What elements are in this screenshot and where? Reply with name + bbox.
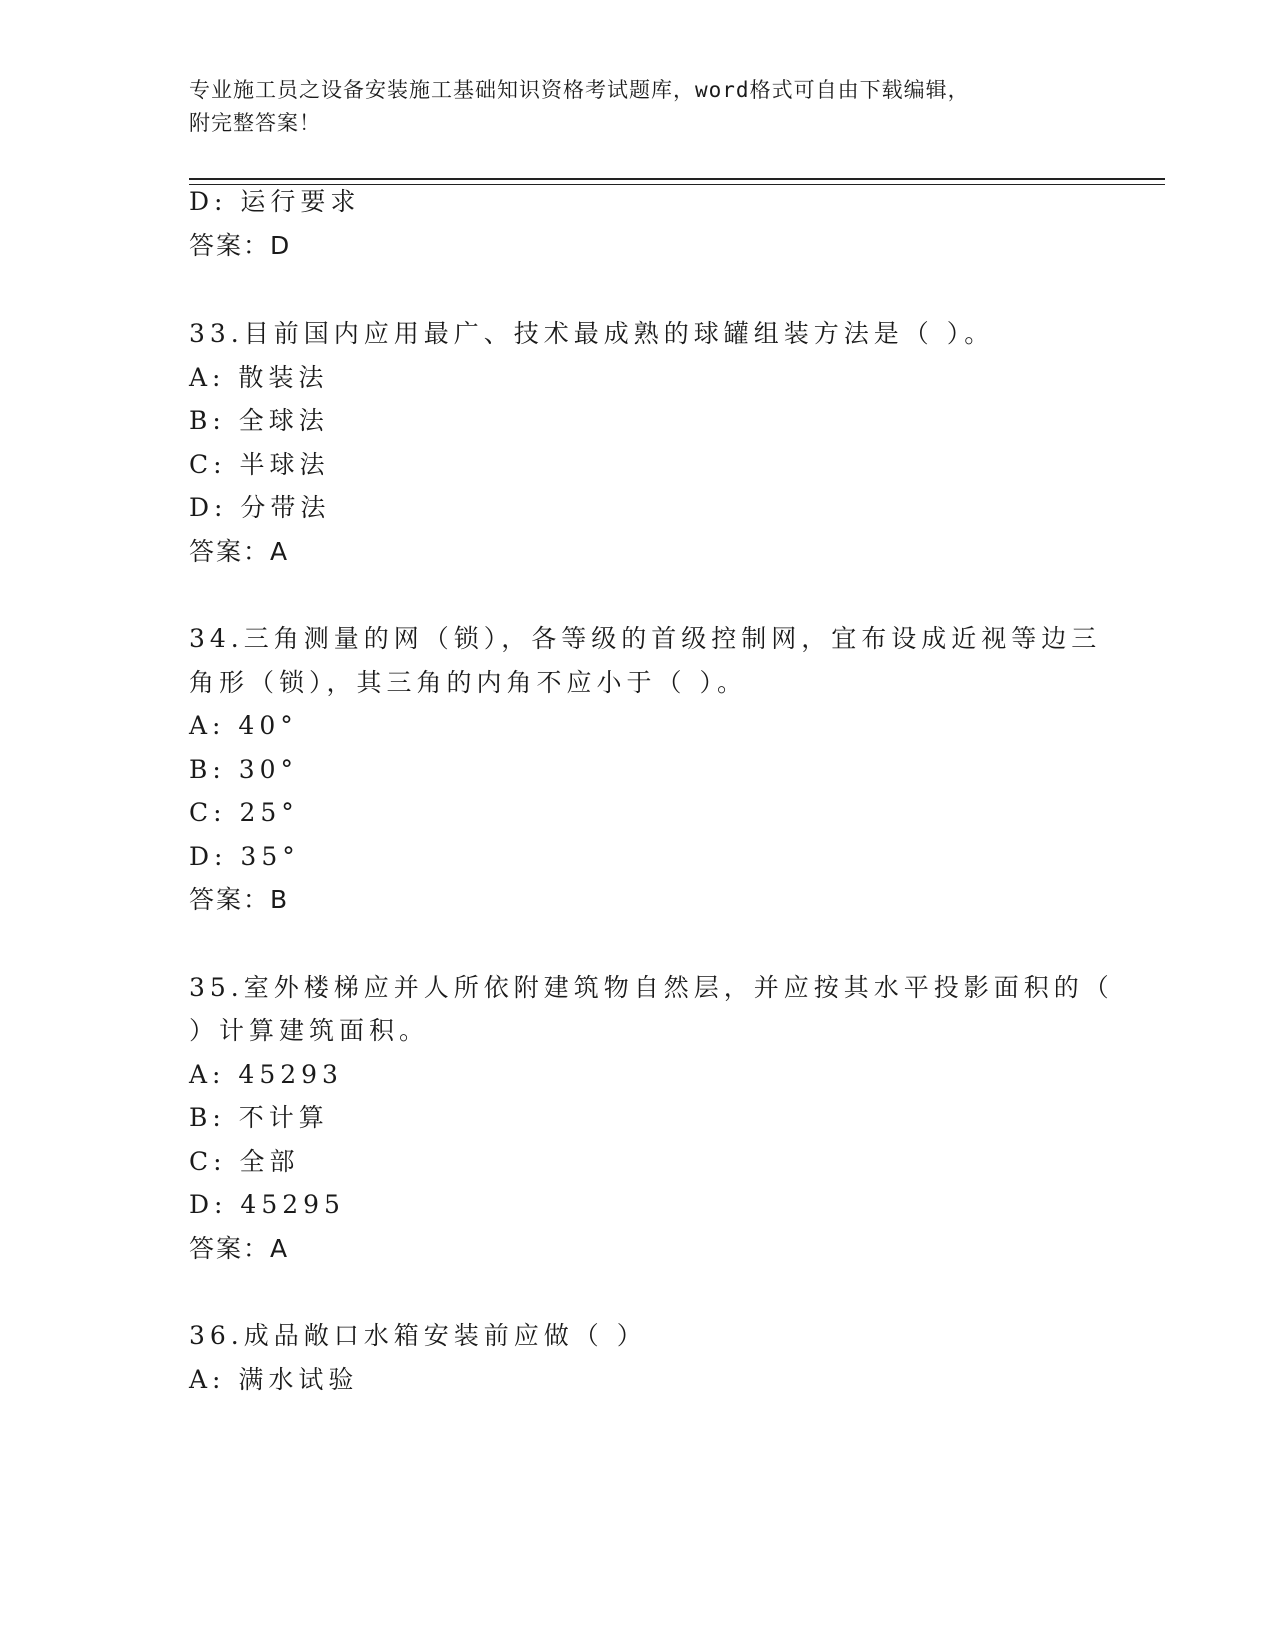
q35-stem-line-2: ）计算建筑面积。 [189, 1016, 430, 1045]
q36-stem: 36.成品敞口水箱安装前应做（ ） [189, 1321, 647, 1350]
q32-answer: 答案：D [189, 231, 292, 260]
q34-option-d: D: 35° [189, 842, 300, 871]
q34-option-b: B: 30° [189, 755, 299, 784]
q34-option-a: A: 40° [189, 711, 298, 740]
q35-option-b: B: 不计算 [189, 1103, 329, 1132]
q35-option-c: C: 全部 [189, 1147, 300, 1176]
q35-stem-line-1: 35.室外楼梯应并人所依附建筑物自然层，并应按其水平投影面积的（ [189, 973, 1114, 1002]
q35-option-d: D: 45295 [189, 1190, 345, 1219]
q34-stem-line-1: 34.三角测量的网（锁），各等级的首级控制网，宜布设成近视等边三 [189, 624, 1102, 653]
q33-answer: 答案：A [189, 537, 290, 566]
q32-option-d: D: 运行要求 [189, 187, 361, 216]
q34-answer: 答案：B [189, 885, 290, 914]
q35-option-a: A: 45293 [189, 1060, 343, 1089]
q35-answer: 答案：A [189, 1234, 290, 1263]
q33-option-a: A: 散装法 [189, 363, 329, 392]
header-divider-thin [189, 184, 1165, 185]
header-line-1: 专业施工员之设备安装施工基础知识资格考试题库，word格式可自由下载编辑， [189, 78, 970, 102]
q33-option-b: B: 全球法 [189, 406, 329, 435]
q33-option-c: C: 半球法 [189, 450, 330, 479]
q36-option-a: A: 满水试验 [189, 1365, 359, 1394]
q34-stem-line-2: 角形（锁），其三角的内角不应小于（ ）。 [189, 668, 747, 697]
q33-stem: 33.目前国内应用最广、技术最成熟的球罐组装方法是（ ）。 [189, 319, 995, 348]
document-header [189, 74, 1079, 140]
header-line-2: 附完整答案！ [189, 111, 321, 135]
header-divider-thick [189, 178, 1165, 180]
q33-option-d: D: 分带法 [189, 493, 331, 522]
q34-option-c: C: 25° [189, 798, 299, 827]
